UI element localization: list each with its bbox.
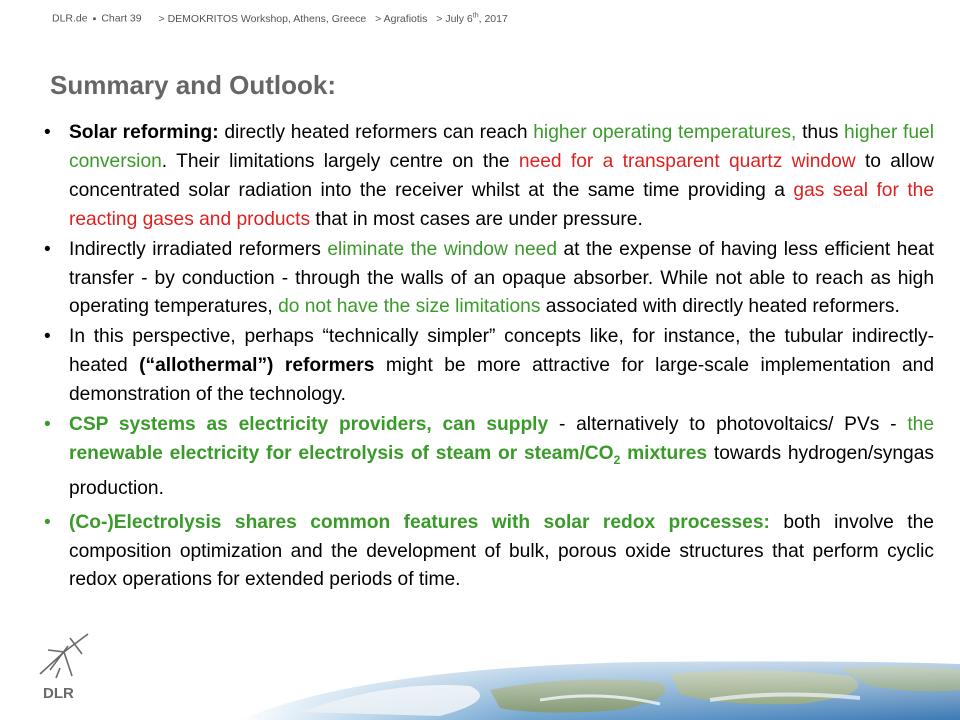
dlr-logo-icon <box>30 628 100 706</box>
summary-bullet-list <box>38 119 934 596</box>
chart-number: Chart 39 <box>101 12 142 25</box>
bullet-csp-systems: • CSP systems as electricity providers, can supply - alternatively to photovoltaics/ PVs - the renewable electricity for electrolysis of steam or steam/$CO_2$ mixtures towards hydrogen/syngas production. <box>38 411 934 504</box>
bullet-solar-reforming: • Solar reforming: directly heated reformers can reach higher operating temperatures, thus higher fuel conversion. Their limitations largely centre on the need for a transparent quartz window to allow concentrated solar radiation into the receiver whilst at the same time providing a gas seal for the reacting gases and products that in most cases are under pressure. <box>38 119 934 235</box>
bullet-perspective: • In this perspective, perhaps “technically simpler” concepts like, for instance, the tubular indirectly-heated (“allothermal”) reformers might be more attractive for large-scale implementation and demonstration of the technology. <box>38 323 934 410</box>
earth-banner-image <box>240 660 960 720</box>
slide-header <box>52 12 508 25</box>
bullet-co-electrolysis: • (Co-)Electrolysis shares common features with solar redox processes: both involve the composition optimization and the development of bulk, porous oxide structures that perform cyclic redox operations for extended periods of time. <box>38 509 934 596</box>
site-label: DLR.de <box>52 12 88 25</box>
slide-title: Summary and Outlook: <box>50 70 337 100</box>
author-label: > Agrafiotis <box>375 12 428 25</box>
event-label: > DEMOKRITOS Workshop, Athens, Greece <box>158 12 367 25</box>
bullet-indirect-reformers: • Indirectly irradiated reformers eliminate the window need at the expense of having less efficient heat transfer - by conduction - through the walls of an opaque absorber. While not able to reach as high operating temperatures, do not have the size limitations associated with directly heated reformers. <box>38 236 934 323</box>
separator-dot: ▪ <box>92 12 97 25</box>
logo-text: DLR <box>43 685 74 702</box>
date-label: > July 6th, 2017 <box>436 12 508 25</box>
